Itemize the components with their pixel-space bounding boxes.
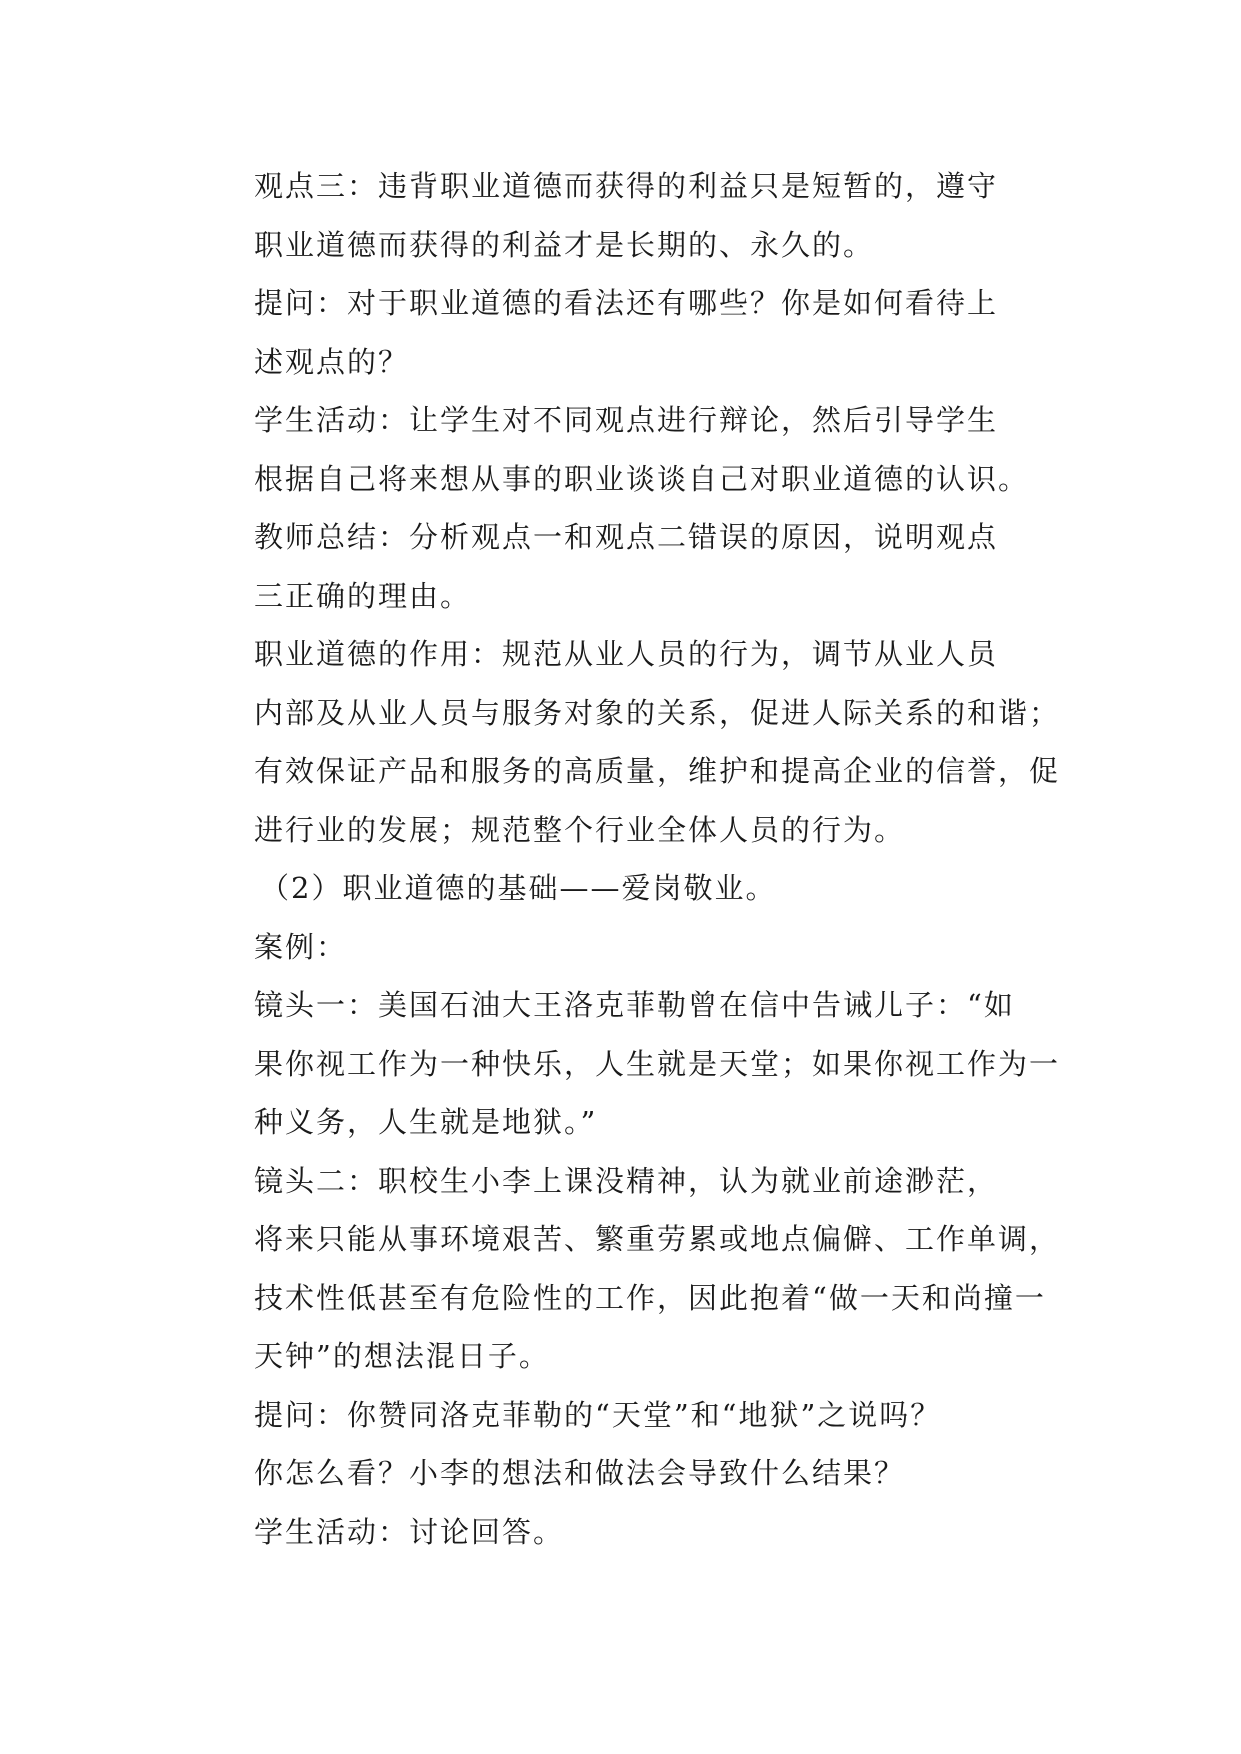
text-line: 根据自己将来想从事的职业谈谈自己对职业道德的认识。 xyxy=(254,461,1030,496)
paragraph-viewpoint-three xyxy=(190,157,1060,274)
text-line: 学生活动：让学生对不同观点进行辩论，然后引导学生 xyxy=(254,403,999,437)
text-line: 进行业的发展；规范整个行业全体人员的行为。 xyxy=(254,812,906,847)
paragraph-student-activity-two xyxy=(190,1503,1060,1562)
paragraph-case-label xyxy=(190,918,1060,977)
text-line: 镜头二：职校生小李上课没精神，认为就业前途渺茫， xyxy=(254,1163,999,1198)
text-line: 内部及从业人员与服务对象的关系，促进人际关系的和谐； xyxy=(254,695,1061,730)
text-line: 提问：对于职业道德的看法还有哪些？你是如何看待上 xyxy=(254,286,999,320)
text-line: 述观点的？ xyxy=(254,344,410,379)
text-line: （2）职业道德的基础——爱岗敬业。 xyxy=(260,871,777,905)
paragraph-role-of-ethics xyxy=(190,625,1060,859)
text-line: 职业道德的作用：规范从业人员的行为，调节从业人员 xyxy=(254,637,999,671)
text-line: 镜头一：美国石油大王洛克菲勒曾在信中告诫儿子：“如 xyxy=(254,988,1015,1022)
text-line: 你怎么看？小李的想法和做法会导致什么结果？ xyxy=(254,1456,906,1490)
text-line: 天钟”的想法混日子。 xyxy=(254,1339,550,1373)
text-line: 职业道德而获得的利益才是长期的、永久的。 xyxy=(254,227,875,262)
text-line: 教师总结：分析观点一和观点二错误的原因，说明观点 xyxy=(254,520,999,554)
text-line: 有效保证产品和服务的高质量，维护和提高企业的信誉，促 xyxy=(254,754,1061,788)
paragraph-scene-two xyxy=(190,1152,1060,1386)
paragraph-question-two xyxy=(190,1386,1060,1503)
document-page xyxy=(190,157,1060,1561)
text-line: 种义务，人生就是地狱。” xyxy=(254,1105,598,1139)
paragraph-scene-one xyxy=(190,976,1060,1152)
text-line: 提问：你赞同洛克菲勒的“天堂”和“地狱”之说吗？ xyxy=(254,1397,942,1432)
paragraph-question-one xyxy=(190,274,1060,391)
text-line: 观点三：违背职业道德而获得的利益只是短暂的，遵守 xyxy=(254,169,999,203)
section-heading xyxy=(190,859,1060,918)
text-line: 果你视工作为一种快乐，人生就是天堂；如果你视工作为一 xyxy=(254,1046,1061,1081)
paragraph-teacher-summary xyxy=(190,508,1060,625)
text-line: 学生活动：讨论回答。 xyxy=(254,1514,565,1549)
paragraph-student-activity-one xyxy=(190,391,1060,508)
text-line: 三正确的理由。 xyxy=(254,578,472,613)
text-line: 将来只能从事环境艰苦、繁重劳累或地点偏僻、工作单调， xyxy=(254,1222,1061,1256)
text-line: 技术性低甚至有危险性的工作，因此抱着“做一天和尚撞一 xyxy=(254,1280,1046,1315)
text-line: 案例： xyxy=(254,929,348,964)
